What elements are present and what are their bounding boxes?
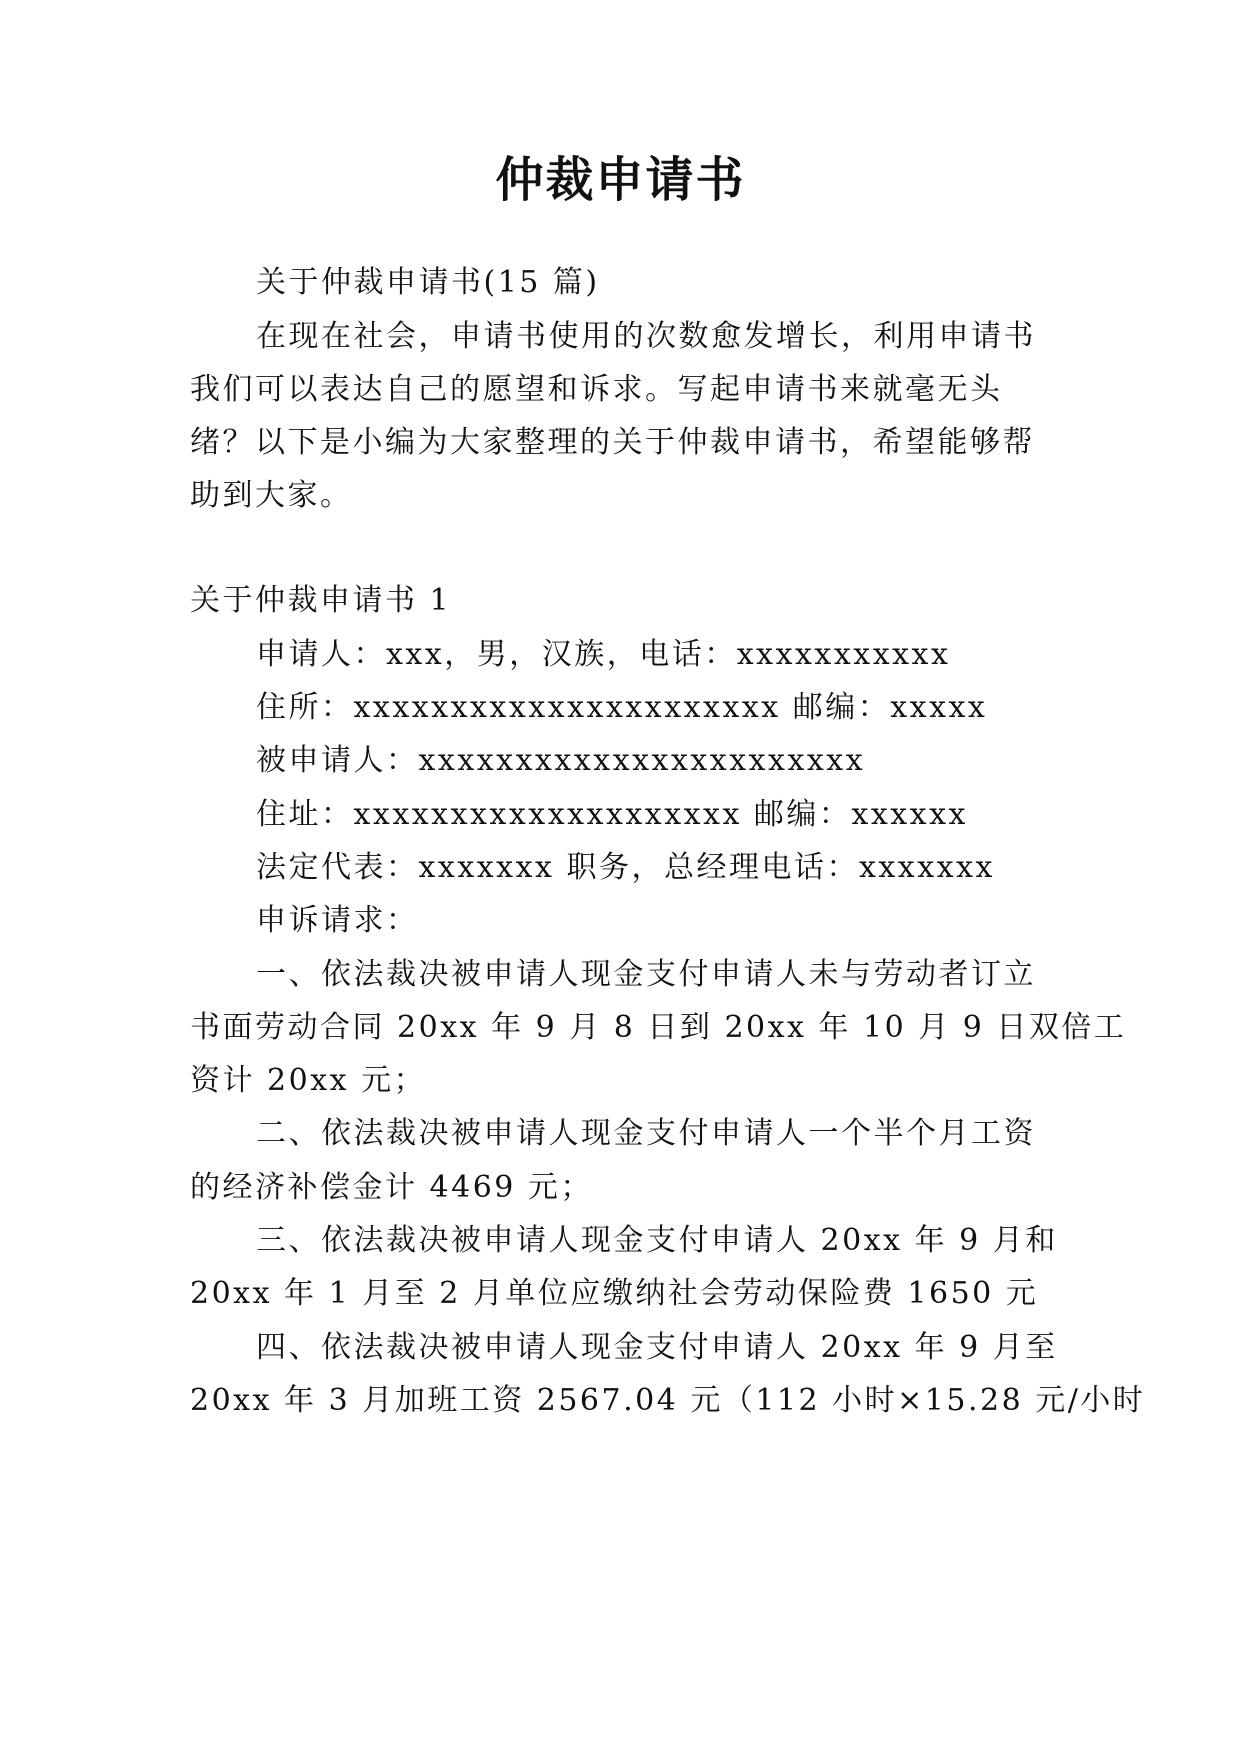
claims-heading: 申诉请求： [256, 903, 419, 938]
claim-line: 的经济补偿金计 4469 元； [190, 1170, 593, 1205]
legal-rep-line: 法定代表：xxxxxxx 职务，总经理电话：xxxxxxx [256, 850, 995, 885]
subtitle-line: 关于仲裁申请书(15 篇) [256, 265, 600, 300]
claim-line: 三、依法裁决被申请人现金支付申请人 20xx 年 9 月和 [256, 1223, 1058, 1258]
claim-line: 四、依法裁决被申请人现金支付申请人 20xx 年 9 月至 [256, 1330, 1058, 1365]
applicant-line: 申请人：xxx，男，汉族，电话：xxxxxxxxxxx [256, 637, 951, 672]
address-line: 住所：xxxxxxxxxxxxxxxxxxxxxx 邮编：xxxxx [256, 690, 988, 725]
respondent-address: 住址：xxxxxxxxxxxxxxxxxxxx 邮编：xxxxxx [256, 797, 968, 832]
claim-line: 一、依法裁决被申请人现金支付申请人未与劳动者订立 [256, 957, 1036, 992]
intro-line: 我们可以表达自己的愿望和诉求。写起申请书来就毫无头 [190, 372, 1003, 407]
claim-line: 20xx 年 3 月加班工资 2567.04 元（112 小时×15.28 元/小时 [190, 1383, 1146, 1418]
respondent-line: 被申请人：xxxxxxxxxxxxxxxxxxxxxxx [256, 743, 866, 778]
claim-line: 书面劳动合同 20xx 年 9 月 8 日到 20xx 年 10 月 9 日双倍工 [190, 1010, 1127, 1045]
claim-line: 资计 20xx 元； [190, 1063, 427, 1098]
section-heading: 关于仲裁申请书 1 [190, 583, 452, 618]
claim-line: 20xx 年 1 月至 2 月单位应缴纳社会劳动保险费 1650 元 [190, 1276, 1039, 1311]
claim-line: 二、依法裁决被申请人现金支付申请人一个半个月工资 [256, 1116, 1036, 1151]
intro-line: 绪？以下是小编为大家整理的关于仲裁申请书，希望能够帮 [190, 425, 1035, 460]
intro-line: 在现在社会，申请书使用的次数愈发增长，利用申请书 [256, 319, 1036, 354]
intro-line: 助到大家。 [190, 478, 353, 513]
document-title: 仲裁申请书 [495, 152, 746, 208]
